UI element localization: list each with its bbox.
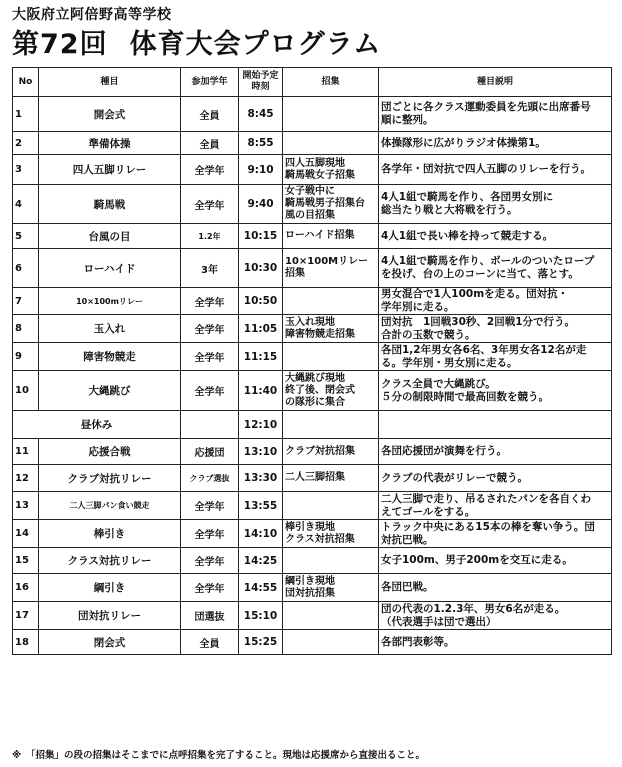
event-name: 玉入れ [39,315,181,343]
header-desc: 種目説明 [379,68,612,97]
event-name: 閉会式 [39,630,181,655]
recruit-cell [283,155,379,185]
description-cell [379,439,612,465]
description-cell [379,602,612,630]
description-cell [379,548,612,574]
row-number: 17 [13,602,39,630]
recruit-cell [283,492,379,520]
table-row [13,97,612,132]
description-line: 4人1組で騎馬を作り、ボールのついたロープ [381,255,595,267]
table-row [13,520,612,548]
row-number: 1 [13,97,39,132]
recruit-cell [283,132,379,155]
grade-cell: 全学年 [181,155,239,185]
table-header-row [13,68,612,97]
description-line: 各団1,2年男女各6名、3年男女各12名が走 [381,343,587,356]
description-cell [379,97,612,132]
recruit-line: ローハイド招集 [285,230,355,241]
row-number: 7 [13,288,39,315]
description-cell [379,574,612,602]
table-row [13,249,612,288]
description-line: 各部門表彰等。 [381,635,455,648]
recruit-line: 二人三脚招集 [285,472,345,483]
start-time: 13:30 [239,465,283,492]
event-name: 大縄跳び [39,371,181,411]
description-line: 男女混合で1人100mを走る。団対抗・ [381,288,569,300]
description-line: 学年別に走る。 [381,301,455,313]
header-time-line1: 開始予定 [242,71,279,81]
edition-number: 第72回 [12,29,108,60]
row-number: 6 [13,249,39,288]
grade-cell: 全学年 [181,520,239,548]
event-name: 騎馬戦 [39,185,181,224]
event-name: 障害物競走 [39,343,181,371]
grade-cell: 全学年 [181,288,239,315]
row-number: 9 [13,343,39,371]
grade-cell: 全学年 [181,343,239,371]
start-time: 12:10 [239,411,283,439]
description-cell [379,249,612,288]
header-time-line2: 時刻 [251,82,270,92]
grade-cell: 全学年 [181,548,239,574]
table-row [13,343,612,371]
description-line: 二人三脚で走り、吊るされたパンを各自くわ [381,492,591,505]
grade-cell: クラブ選抜 [181,465,239,492]
description-line: トラック中央にある15本の棒を奪い争う。団 [381,520,595,533]
event-name: 台風の目 [39,224,181,249]
recruit-cell [283,630,379,655]
row-number: 3 [13,155,39,185]
table-row [13,548,612,574]
grade-cell: 全員 [181,132,239,155]
recruit-line: クラス対抗招集 [285,533,355,545]
description-line: 総当たり戦と大将戦を行う。 [381,204,518,216]
event-name: 10×100mリレー [39,288,181,315]
start-time: 10:50 [239,288,283,315]
description-cell [379,343,612,371]
description-line: 対抗巴戦。 [381,533,434,546]
header-time [239,68,283,97]
recruit-cell [283,574,379,602]
school-name: 大阪府立阿倍野高等学校 [12,7,172,23]
start-time: 14:25 [239,548,283,574]
start-time: 15:25 [239,630,283,655]
description-cell [379,185,612,224]
description-line: を投げ、台の上のコーンに当て、落とす。 [381,268,579,280]
start-time: 9:10 [239,155,283,185]
description-cell [379,288,612,315]
row-number: 4 [13,185,39,224]
event-name: 団対抗リレー [39,602,181,630]
description-cell [379,315,612,343]
table-row [13,465,612,492]
recruit-line: クラブ対抗招集 [285,445,355,457]
recruit-line: 風の目招集 [285,210,335,221]
description-line: （代表選手は団で選出） [381,615,497,628]
description-cell [379,520,612,548]
footnote: ※ 「招集」の段の招集はそこまでに点呼招集を完了すること。現地は応援席から直接出ること。 [12,750,425,761]
header-event: 種目 [39,68,181,97]
row-number: 11 [13,439,39,465]
description-line: 団の代表の1.2.3年、男女6名が走る。 [381,602,566,615]
description-cell [379,630,612,655]
row-number: 16 [13,574,39,602]
recruit-line: 玉入れ現地 [285,316,335,328]
event-name: 四人五脚リレー [39,155,181,185]
description-line: 女子100m、男子200mを交互に走る。 [381,554,573,566]
recruit-line: 棒引き現地 [285,521,335,533]
recruit-cell [283,315,379,343]
recruit-cell [283,520,379,548]
recruit-cell [283,439,379,465]
recruit-line: 騎馬戦男子招集台 [285,198,365,209]
recruit-cell [283,411,379,439]
recruit-cell [283,371,379,411]
table-row [13,132,612,155]
event-name: クラス対抗リレー [39,548,181,574]
table-row [13,492,612,520]
grade-cell: 全学年 [181,185,239,224]
description-line: 団ごとに各クラス運動委員を先頭に出席番号 [381,101,591,113]
grade-cell: 応援団 [181,439,239,465]
description-line: ５分の制限時間で最高回数を競う。 [381,390,549,403]
start-time: 10:30 [239,249,283,288]
grade-cell: 全学年 [181,371,239,411]
recruit-line: 障害物競走招集 [285,328,355,340]
description-line: えてゴールをする。 [381,505,476,518]
table-row [13,155,612,185]
recruit-line: 騎馬戦女子招集 [285,169,355,181]
header-grade: 参加学年 [181,68,239,97]
grade-cell [181,411,239,439]
row-number: 2 [13,132,39,155]
recruit-line: 団対抗招集 [285,587,335,599]
event-name: 準備体操 [39,132,181,155]
table-row [13,288,612,315]
grade-cell: 3年 [181,249,239,288]
event-name: 綱引き [39,574,181,602]
row-number: 10 [13,371,39,411]
table-row [13,574,612,602]
program-title: 体育大会プログラム [129,29,382,60]
description-line: 4人1組で騎馬を作り、各団男女別に [381,191,554,203]
recruit-line: 招集 [285,268,305,279]
row-number: 12 [13,465,39,492]
header-no: No [13,68,39,97]
description-line: る。学年別・男女別に走る。 [381,356,518,369]
description-line: クラブの代表がリレーで競う。 [381,471,528,484]
recruit-cell [283,224,379,249]
program-table [12,67,612,655]
description-line: 合計の玉数で競う。 [381,328,476,341]
description-line: 4人1組で長い棒を持って競走する。 [381,229,554,242]
recruit-cell [283,97,379,132]
description-cell [379,224,612,249]
description-cell [379,155,612,185]
table-row [13,185,612,224]
start-time: 10:15 [239,224,283,249]
grade-cell: 全学年 [181,492,239,520]
recruit-line: 10×100Mリレー [285,256,369,267]
start-time: 14:10 [239,520,283,548]
event-name: 応援合戦 [39,439,181,465]
start-time: 13:55 [239,492,283,520]
recruit-cell [283,602,379,630]
row-number: 14 [13,520,39,548]
description-line: 体操隊形に広がりラジオ体操第1。 [381,136,546,149]
row-number: 5 [13,224,39,249]
table-row [13,315,612,343]
start-time: 11:15 [239,343,283,371]
description-cell [379,371,612,411]
row-number: 13 [13,492,39,520]
description-cell [379,411,612,439]
recruit-line: 女子戦中に [285,186,335,197]
event-name: 二人三脚パン食い競走 [39,492,181,520]
description-line: 各学年・団対抗で四人五脚のリレーを行う。 [381,163,591,175]
row-number: 15 [13,548,39,574]
table-row [13,630,612,655]
grade-cell: 全学年 [181,315,239,343]
recruit-cell [283,465,379,492]
event-name: ローハイド [39,249,181,288]
row-number: 8 [13,315,39,343]
recruit-cell [283,548,379,574]
description-line: 各団応援団が演舞を行う。 [381,445,507,457]
start-time: 13:10 [239,439,283,465]
table-row [13,411,612,439]
event-name: 開会式 [39,97,181,132]
table-row [13,371,612,411]
start-time: 14:55 [239,574,283,602]
table-row [13,439,612,465]
grade-cell: 団選抜 [181,602,239,630]
recruit-line: 綱引き現地 [285,575,335,587]
description-cell [379,492,612,520]
break-label: 昼休み [13,411,181,439]
recruit-cell [283,185,379,224]
grade-cell: 全員 [181,97,239,132]
event-name: 棒引き [39,520,181,548]
event-name: クラブ対抗リレー [39,465,181,492]
description-line: クラス全員で大縄跳び。 [381,377,496,390]
recruit-cell [283,249,379,288]
description-line: 各団巴戦。 [381,581,434,593]
grade-cell: 1.2年 [181,224,239,249]
recruit-line: 大縄跳び現地 [285,372,345,384]
recruit-cell [283,343,379,371]
start-time: 8:55 [239,132,283,155]
header-recruit: 招集 [283,68,379,97]
grade-cell: 全員 [181,630,239,655]
grade-cell: 全学年 [181,574,239,602]
description-cell [379,132,612,155]
recruit-line: 四人五脚現地 [285,157,345,169]
recruit-line: 終了後、閉会式 [285,384,355,396]
description-line: 団対抗 1回戦30秒、2回戦1分で行う。 [381,315,576,328]
start-time: 8:45 [239,97,283,132]
table-row [13,224,612,249]
start-time: 11:40 [239,371,283,411]
table-row [13,602,612,630]
start-time: 15:10 [239,602,283,630]
start-time: 9:40 [239,185,283,224]
description-cell [379,465,612,492]
recruit-line: の隊形に集合 [285,396,345,408]
start-time: 11:05 [239,315,283,343]
row-number: 18 [13,630,39,655]
recruit-cell [283,288,379,315]
description-line: 順に整列。 [381,114,434,126]
page-title [12,22,381,61]
